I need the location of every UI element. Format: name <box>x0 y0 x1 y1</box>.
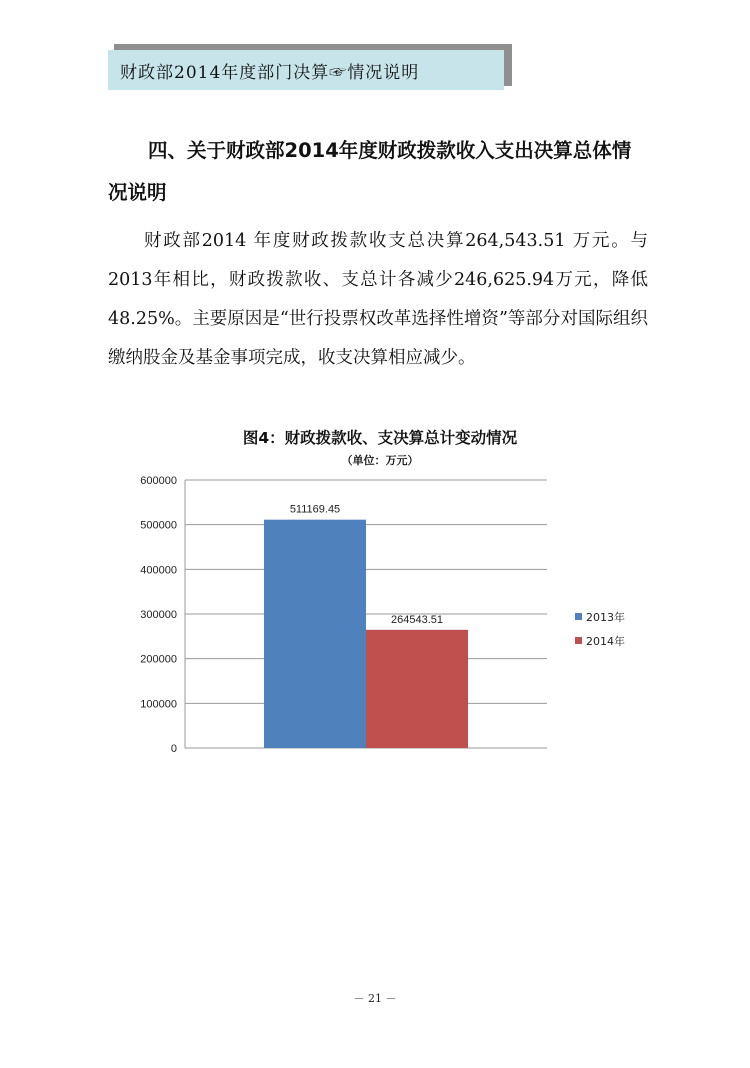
y-tick-label: 100000 <box>140 698 177 711</box>
bar-2014 <box>366 630 468 748</box>
y-tick-label: 500000 <box>140 519 177 532</box>
running-header <box>108 50 504 90</box>
y-tick-label: 0 <box>170 743 177 755</box>
y-tick-label: 600000 <box>140 475 177 487</box>
y-tick-label: 300000 <box>140 609 177 621</box>
legend-swatch <box>575 613 582 620</box>
data-label: 511169.45 <box>289 503 341 516</box>
bar-chart <box>110 466 650 766</box>
chart-title: 图4：财政拨款收、支决算总计变动情况 <box>242 429 518 447</box>
page-number: － 21 － <box>353 992 397 1005</box>
y-tick-label: 400000 <box>140 564 177 577</box>
chart-subtitle: （单位：万元） <box>341 454 419 467</box>
body-paragraph: 财政部2014 年度财政拨款收支总决算264,543.51 万元。与2013年相比，财政拨款收、支总计各减少246,625.94万元，降低48.25%。主要原因是“世行投票权改革选择性增资”等部分对国际组织缴纳股金及基金事项完成，收支决算相应减少。 <box>108 231 648 368</box>
legend-label: 2014年 <box>586 635 625 648</box>
y-tick-label: 200000 <box>140 653 177 666</box>
running-header-title: 财政部2014年度部门决算☞情况说明 <box>120 62 420 83</box>
legend-label: 2013年 <box>586 611 625 624</box>
legend-swatch <box>575 637 582 644</box>
section-heading: 四、关于财政部2014年度财政拨款收入支出决算总体情况说明 <box>108 139 632 204</box>
data-label: 264543.51 <box>391 613 443 626</box>
bar-2013 <box>264 520 366 748</box>
